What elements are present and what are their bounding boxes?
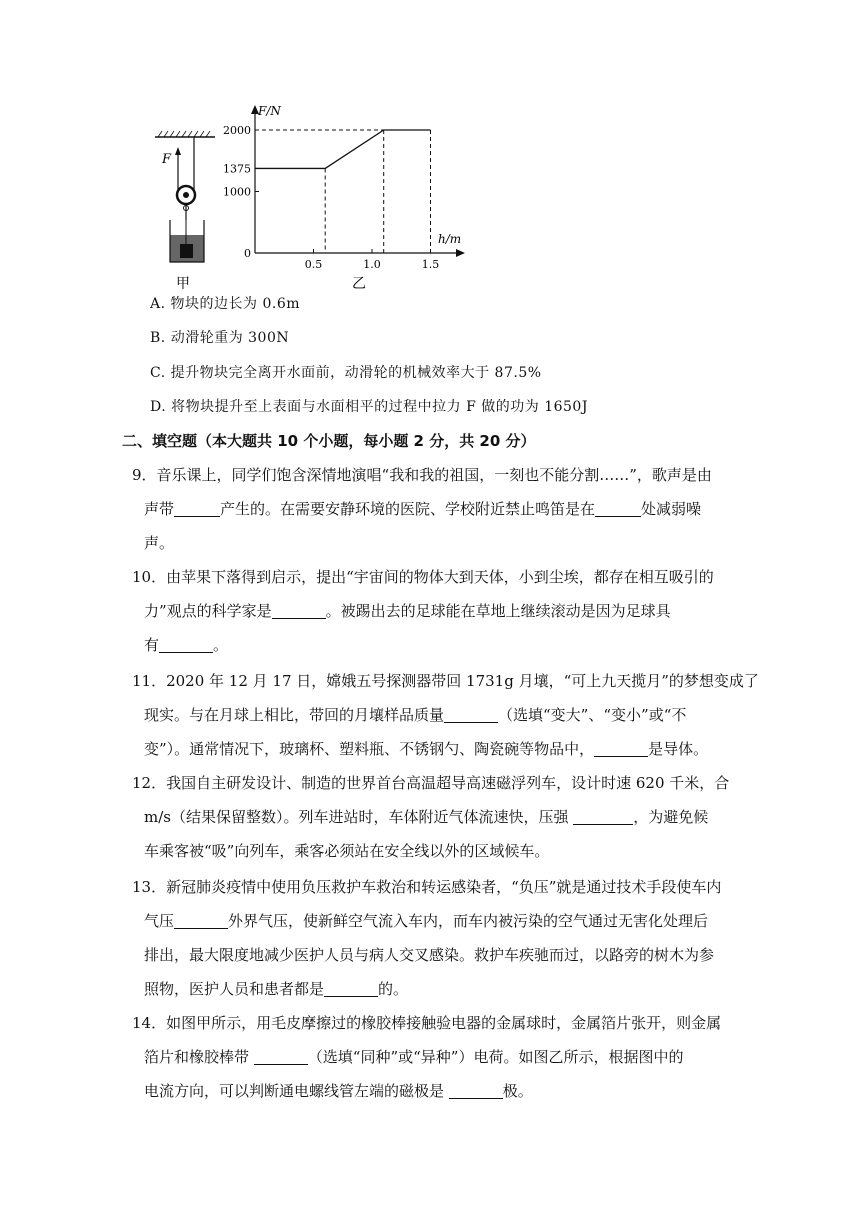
q12-line-2 [132,800,742,834]
q13-text: 外界气压，使新鲜空气流入车内，而车内被污染的空气通过无害化处理后 [228,912,709,930]
q11-text: 现实。与在月球上相比，带回的月壤样品质量 [144,706,445,724]
option-c: C. 提升物块完全离开水面前，动滑轮的机械效率大于 87.5% [150,365,542,381]
x-tick-label: 1.5 [421,258,440,271]
question-12 [132,766,742,868]
figure [140,95,480,295]
q11-line-1: 11．2020 年 12 月 17 日，嫦娥五号探测器带回 1731g 月壤，“可上九天揽月”的梦想变成了 [132,672,759,690]
q12-line-1: 12．我国自主研发设计、制造的世界首台高温超导高速磁浮列车，设计时速 620 千米，合 [132,774,730,792]
y-tick-label: 0 [244,247,251,260]
q14-text: （选填“同种”或“异种”）电荷。如图乙所示，根据图中的 [307,1048,684,1066]
question-14 [132,1006,742,1108]
x-axis-label: h/m [438,232,462,246]
q14-line-2 [132,1040,742,1074]
q11-line-3 [132,732,742,766]
option-a: A. 物块的边长为 0.6m [150,296,301,312]
q10-line-3 [132,628,742,662]
option-b: B. 动滑轮重为 300N [150,330,290,346]
q14-line-3 [132,1074,742,1108]
answer-blank[interactable] [324,978,378,997]
question-9 [132,458,742,560]
block-icon [180,244,193,258]
force-arrow-icon [175,147,181,155]
q9-line-1: 9．音乐课上，同学们饱含深情地演唱“我和我的祖国，一刻也不能分割……”，歌声是由 [132,466,712,484]
answer-blank[interactable] [254,1046,308,1065]
answer-blank[interactable] [444,704,498,723]
answer-blank[interactable] [159,634,213,653]
q10-text: 。被踢出去的足球能在草地上继续滚动是因为足球具 [325,602,671,620]
figure-svg [140,95,480,295]
x-axis-arrow-icon [456,249,465,257]
question-10 [132,560,742,662]
q10-line-2 [132,594,742,628]
q13-text: 的。 [378,980,409,998]
answer-blank[interactable] [573,806,633,825]
y-tick-label: 1375 [223,162,251,176]
answer-blank[interactable] [174,498,220,517]
x-tick-label: 0.5 [304,258,323,271]
y-tick-label: 2000 [223,124,251,137]
left-caption: 甲 [176,276,190,292]
q9-line-3: 声。 [144,534,175,552]
series-line [255,130,431,168]
q14-text: 电流方向，可以判断通电螺线管左端的磁极是 [144,1082,445,1100]
q12-line-3: 车乘客被“吸”向列车，乘客必须站在安全线以外的区域候车。 [144,842,550,860]
q13-text: 照物，医护人员和患者都是 [144,980,325,998]
q11-line-2 [132,698,742,732]
q11-text: （选填“变大”、“变小”或“不 [498,706,687,724]
q9-text: 产生的。在需要安静环境的医院、学校附近禁止鸣笛是在 [220,500,596,518]
right-caption: 乙 [352,276,366,292]
answer-blank[interactable] [594,738,648,757]
q12-text: ，为避免候 [633,808,709,826]
q13-line-1: 13．新冠肺炎疫情中使用负压救护车救治和转运感染者，“负压”就是通过技术手段使车内 [132,878,722,896]
q10-text: 力”观点的科学家是 [144,602,272,620]
q13-line-4 [132,972,742,1006]
section-title: 二、填空题（本大题共 10 个小题，每小题 2 分，共 20 分） [122,432,536,450]
answer-blank[interactable] [174,910,228,929]
answer-blank[interactable] [449,1080,503,1099]
q11-text: 变”）。通常情况下，玻璃杯、塑料瓶、不锈钢勺、陶瓷碗等物品中， [144,740,595,758]
question-13 [132,870,742,1006]
q13-line-3: 排出，最大限度地减少医护人员与病人交叉感染。救护车疾驰而过，以路旁的树木为参 [144,946,715,964]
q14-line-1: 14．如图甲所示，用毛皮摩擦过的橡胶棒接触验电器的金属球时，金属箔片张开，则金属 [132,1014,722,1032]
q10-text: 。 [213,636,229,654]
q14-text: 箔片和橡胶棒带 [144,1048,250,1066]
q13-line-2 [132,904,742,938]
option-d: D. 将物块提升至上表面与水面相平的过程中拉力 F 做的功为 1650J [150,399,588,415]
q11-text: 是导体。 [648,740,709,758]
answer-blank[interactable] [595,498,641,517]
question-11 [132,664,759,766]
force-label: F [162,152,172,167]
answer-blank[interactable] [272,600,326,619]
q10-text: 有 [144,636,160,654]
y-tick-label: 1000 [223,185,251,199]
q9-text: 处减弱噪 [641,500,702,518]
q12-text: m/s（结果保留整数）。列车进站时，车体附近气体流速快，压强 [144,808,569,826]
y-axis-label: F/N [258,104,281,118]
q10-line-1: 10．由苹果下落得到启示，提出“宇宙间的物体大到天体，小到尘埃，都存在相互吸引的 [132,568,714,586]
x-tick-label: 1.0 [363,258,381,271]
q9-text: 声带 [144,500,175,518]
pulley-apparatus [155,131,215,292]
q9-line-2 [132,492,742,526]
q14-text: 极。 [502,1082,533,1100]
q13-text: 气压 [144,912,175,930]
